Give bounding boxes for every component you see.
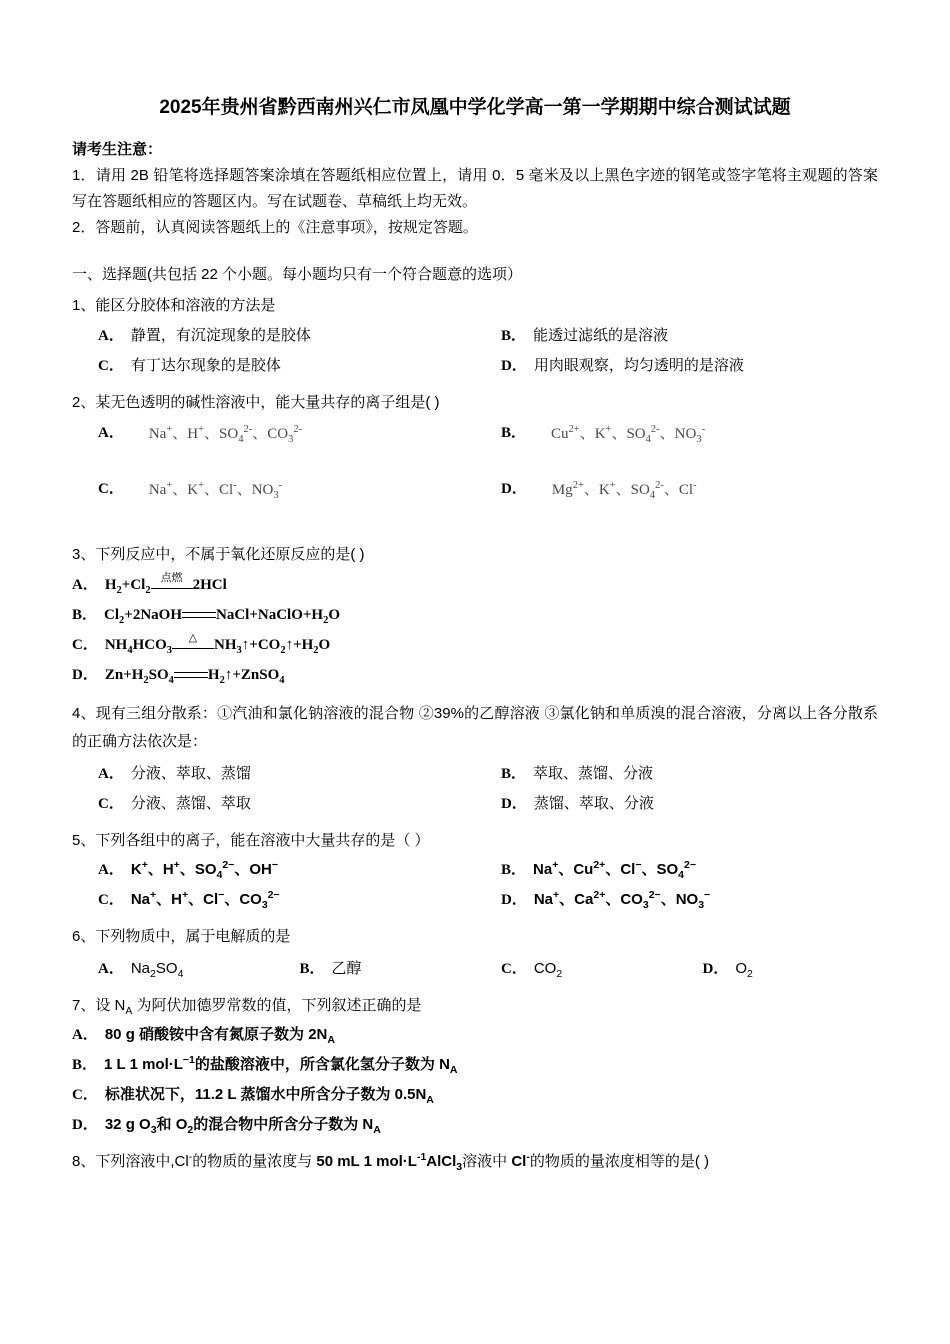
option-2b-ions: $Cu^{2+}$、K+、$SO_4^{2-}$、$NO_3^-$ xyxy=(551,424,706,446)
option-6d[interactable] xyxy=(677,954,879,984)
option-4c-label: C． xyxy=(98,795,124,812)
option-1c[interactable] xyxy=(72,351,475,381)
option-7b-label: B． xyxy=(72,1057,98,1074)
option-5a-text: K+、H+、$SO_4^{2-}$、OH− xyxy=(130,859,278,882)
option-1d-text: 用肉眼观察，均匀透明的是溶液 xyxy=(533,356,744,374)
option-6b-label: B． xyxy=(299,960,325,977)
option-6a[interactable] xyxy=(72,954,274,984)
question-2-options xyxy=(72,421,878,533)
option-3c-label: C． xyxy=(72,636,98,653)
option-1d[interactable] xyxy=(475,351,878,381)
option-2c-ions: Na+、K+、Cl-、$NO_3^-$ xyxy=(148,480,283,502)
option-7a[interactable] xyxy=(72,1020,878,1050)
page-title: 2025年贵州省黔西南州兴仁市凤凰中学化学高一第一学期期中综合测试试题 xyxy=(159,97,791,118)
option-4b[interactable] xyxy=(475,759,878,789)
option-7a-text: 80 g 硝酸铵中含有氮原子数为 $2N_A$ xyxy=(104,1026,335,1047)
option-5b[interactable] xyxy=(475,855,878,885)
option-3b-equation: $Cl_2+2NaOH$ $NaCl+NaClO+H_2O$ xyxy=(104,606,341,626)
question-1-options xyxy=(72,321,878,381)
question-3-number: 3、 xyxy=(72,546,96,564)
option-7c-text: 标准状况下，11.2 L 蒸馏水中所含分子数为 $0.5N_A$ xyxy=(104,1086,434,1107)
option-6c[interactable] xyxy=(475,954,677,984)
option-1c-label: C． xyxy=(98,357,124,374)
option-7c[interactable] xyxy=(72,1080,878,1110)
option-2a[interactable] xyxy=(72,421,475,477)
option-2b[interactable] xyxy=(475,421,878,477)
option-5b-text: Na+、$Cu^{2+}$、Cl−、$SO_4^{2-}$ xyxy=(533,859,696,882)
option-6b-text: 乙醇 xyxy=(331,959,362,977)
question-1-number: 1、 xyxy=(72,297,96,315)
question-7-number: 7、 xyxy=(72,996,96,1014)
option-3c-equation: $NH_4HCO_3$ △ $NH_3↑+CO_2↑+H_2O$ xyxy=(104,631,331,656)
question-1-stem: 能区分胶体和溶液的方法是 xyxy=(95,297,276,315)
question-6-number: 6、 xyxy=(72,928,96,946)
question-8-number: 8、 xyxy=(72,1153,96,1171)
option-4d[interactable] xyxy=(475,789,878,819)
option-3a[interactable] xyxy=(72,570,878,600)
option-2c[interactable] xyxy=(72,477,475,533)
option-2d-ions: $Mg^{2+}$、K+、$SO_4^{2-}$、Cl- xyxy=(551,480,697,502)
option-1a-text: 静置，有沉淀现象的是胶体 xyxy=(130,326,311,344)
question-6-options xyxy=(72,954,878,984)
question-6-stem: 下列物质中，属于电解质的是 xyxy=(95,928,291,946)
question-2-number: 2、 xyxy=(72,393,96,411)
question-4-stem: 现有三组分散系：①汽油和氯化钠溶液的混合物 ②39%的乙醇溶液 ③氯化钠和单质溴的混合溶液，分离以上各分散系的正确方法依次是： xyxy=(72,704,878,751)
option-5c-text: Na+、H+、Cl−、$CO_3^{2-}$ xyxy=(130,889,280,912)
notice-heading: 请考生注意： xyxy=(72,140,163,158)
option-6a-label: A． xyxy=(98,960,124,977)
question-8-stem: 下列溶液中,Cl-的物质的量浓度与 50 mL 1 $mol\cdot L^{-1}AlCl_3$溶液中 Cl-的物质的量浓度相等的是( ) xyxy=(95,1151,709,1174)
notice-line-2: 2．答题前，认真阅读答题纸上的《注意事项》，按规定答题。 xyxy=(72,219,478,237)
option-6d-text: $O_2$ xyxy=(735,959,753,980)
question-4-number: 4、 xyxy=(72,704,96,722)
option-1b-label: B． xyxy=(501,327,527,344)
option-1a-label: A． xyxy=(98,327,124,344)
option-1c-text: 有丁达尔现象的是胶体 xyxy=(130,356,281,374)
option-7c-label: C． xyxy=(72,1087,98,1104)
option-5c-label: C． xyxy=(98,892,124,909)
option-5b-label: B． xyxy=(501,862,527,879)
question-7-stem: 设 $N_A$ 为阿伏加德罗常数的值，下列叙述正确的是 xyxy=(95,996,422,1017)
option-1a[interactable] xyxy=(72,321,475,351)
option-6c-label: C． xyxy=(501,960,527,977)
option-5c[interactable] xyxy=(72,885,475,915)
option-7a-label: A． xyxy=(72,1027,98,1044)
option-1d-label: D． xyxy=(501,357,527,374)
option-5d-text: Na+、$Ca^{2+}$、$CO_3^{2-}$、$NO_3^-$ xyxy=(533,889,711,912)
option-2b-label: B． xyxy=(501,425,527,442)
option-6c-text: $CO_2$ xyxy=(533,959,563,980)
option-1b-text: 能透过滤纸的是溶液 xyxy=(533,326,669,344)
option-6b[interactable] xyxy=(274,954,476,984)
option-2d[interactable] xyxy=(475,477,878,533)
option-7b-text: 1 L 1 $mol\cdot L^{-1}$的盐酸溶液中，所含氯化氢分子数为 $N_A$ xyxy=(104,1054,458,1077)
option-2a-ions: Na+、H+、$SO_4^{2-}$、$CO_3^{2-}$ xyxy=(148,424,303,446)
question-2-stem: 某无色透明的碱性溶液中，能大量共存的离子组是( ) xyxy=(95,393,440,411)
option-3a-equation: $H_2+Cl_2$ 点燃 2HCl xyxy=(104,571,227,596)
question-1 xyxy=(72,293,878,319)
question-4 xyxy=(72,700,878,757)
option-6d-label: D． xyxy=(702,960,729,977)
option-3d-label: D． xyxy=(72,666,98,683)
section-heading: 一、选择题(共包括 22 个小题。每小题均只有一个符合题意的选项） xyxy=(72,266,523,284)
option-3d[interactable] xyxy=(72,660,878,690)
question-2 xyxy=(72,390,878,416)
option-3d-equation: $Zn+H_2SO_4$ $H_2↑+ZnSO_4$ xyxy=(104,666,285,686)
option-4c-text: 分液、蒸馏、萃取 xyxy=(130,794,251,812)
option-7b[interactable] xyxy=(72,1050,878,1080)
question-7 xyxy=(72,993,878,1019)
question-5-number: 5、 xyxy=(72,831,96,849)
option-4a-label: A． xyxy=(98,765,124,782)
option-6a-text: $Na_2SO_4$ xyxy=(130,959,184,980)
option-4b-text: 萃取、蒸馏、分液 xyxy=(533,764,654,782)
option-5d[interactable] xyxy=(475,885,878,915)
option-4d-text: 蒸馏、萃取、分液 xyxy=(533,794,654,812)
option-4d-label: D． xyxy=(501,795,527,812)
question-3-stem: 下列反应中，不属于氧化还原反应的是( ) xyxy=(95,546,365,564)
question-8 xyxy=(72,1149,878,1175)
notice-line-1: 1．请用 2B 铅笔将选择题答案涂填在答题纸相应位置上，请用 0．5 毫米及以上黑色字迹的钢笔或签字笔将主观题的答案写在答题纸相应的答题区内。写在试题卷、草稿纸上均无效。 xyxy=(72,166,878,210)
option-4c[interactable] xyxy=(72,789,475,819)
option-5a-label: A． xyxy=(98,862,124,879)
option-3c[interactable] xyxy=(72,630,878,660)
option-3b[interactable] xyxy=(72,600,878,630)
option-4b-label: B． xyxy=(501,765,527,782)
option-4a-text: 分液、萃取、蒸馏 xyxy=(130,764,251,782)
question-4-options xyxy=(72,759,878,819)
question-6 xyxy=(72,924,878,950)
option-3a-label: A． xyxy=(72,576,98,593)
question-5-options xyxy=(72,855,878,915)
option-7d-text: 32 g $O_3$和 $O_2$的混合物中所含分子数为 $N_A$ xyxy=(104,1116,381,1137)
option-5d-label: D． xyxy=(501,892,527,909)
question-3 xyxy=(72,542,878,568)
option-4a[interactable] xyxy=(72,759,475,789)
question-5-stem: 下列各组中的离子，能在溶液中大量共存的是（ ） xyxy=(95,831,430,849)
option-5a[interactable] xyxy=(72,855,475,885)
option-2a-label: A． xyxy=(98,425,124,442)
option-7d-label: D． xyxy=(72,1117,98,1134)
option-2d-label: D． xyxy=(501,481,527,498)
option-7d[interactable] xyxy=(72,1110,878,1140)
option-3b-label: B． xyxy=(72,606,98,623)
question-5 xyxy=(72,828,878,854)
option-1b[interactable] xyxy=(475,321,878,351)
option-2c-label: C． xyxy=(98,481,124,498)
